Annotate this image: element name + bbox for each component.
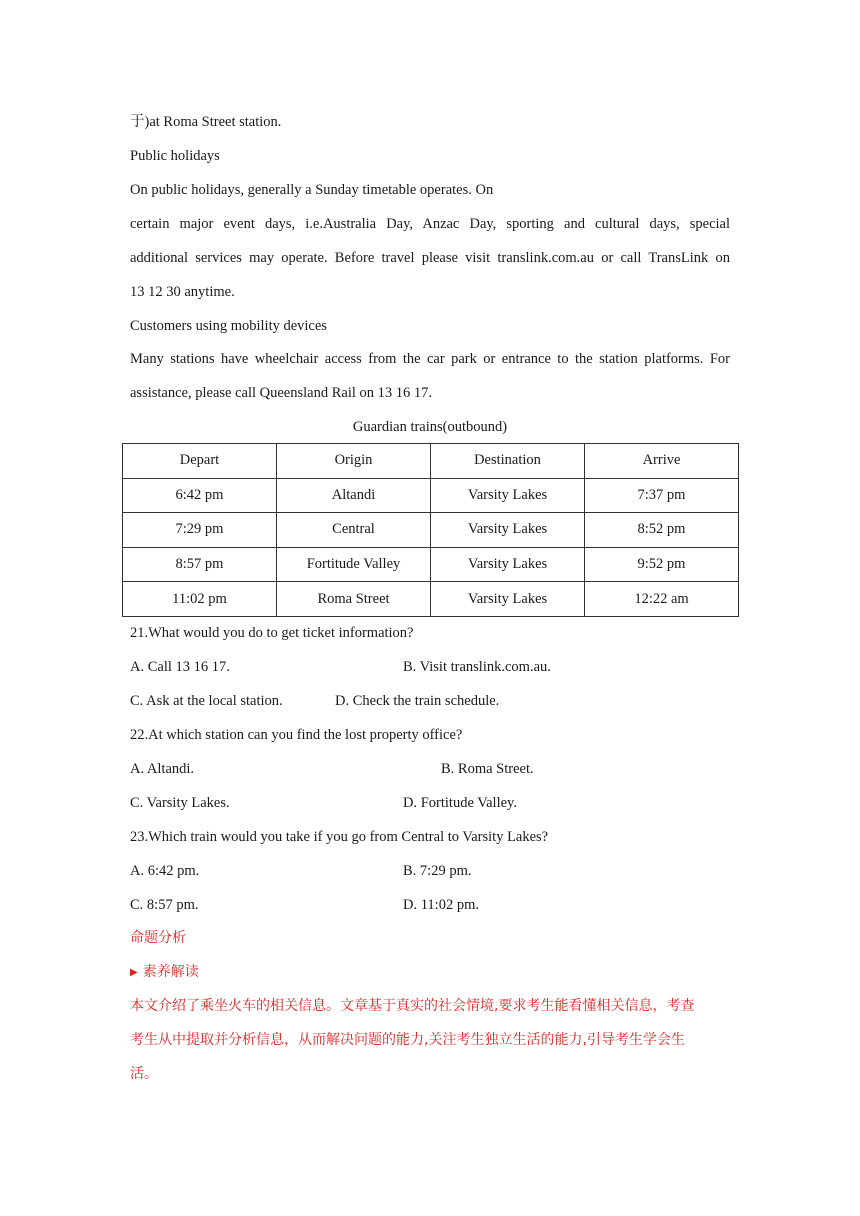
passage-line: 于)at Roma Street station. [130, 114, 282, 130]
question-stem: 21.What would you do to get ticket information? [130, 625, 414, 641]
analysis-subheading [130, 962, 199, 983]
answer-option: A. 6:42 pm. [130, 863, 200, 879]
table-cell: Altandi [277, 478, 431, 513]
table-row [123, 478, 739, 513]
timetable-table [122, 443, 739, 617]
table-caption: Guardian trains(outbound) [352, 419, 508, 435]
question-stem: 23.Which train would you take if you go from Central to Varsity Lakes? [130, 829, 549, 845]
answer-option: D. Check the train schedule. [335, 693, 500, 709]
analysis-body-line: 活。 [130, 1066, 158, 1082]
table-cell: 6:42 pm [123, 478, 277, 513]
table-cell: 9:52 pm [585, 547, 739, 582]
table-header-row [123, 444, 739, 479]
question-stem: 22.At which station can you find the lost property office? [130, 727, 463, 743]
triangle-right-icon: ▶ [130, 967, 138, 978]
passage-line: 13 12 30 anytime. [130, 284, 235, 300]
column-header: Origin [277, 444, 431, 479]
table-cell: 7:29 pm [123, 513, 277, 548]
table-cell: Varsity Lakes [431, 513, 585, 548]
answer-option: C. 8:57 pm. [130, 897, 199, 913]
table-cell: 8:52 pm [585, 513, 739, 548]
answer-option: D. Fortitude Valley. [403, 795, 517, 811]
table-cell: 7:37 pm [585, 478, 739, 513]
answer-option: A. Altandi. [130, 761, 195, 777]
analysis-heading: 命题分析 [130, 930, 186, 946]
table-row [123, 513, 739, 548]
passage-line: assistance, please call Queensland Rail on 13 16 17. [130, 385, 433, 401]
passage-line: certain major event days, i.e.Australia Day, Anzac Day, sporting and cultural days, special [130, 216, 730, 232]
table-cell: Varsity Lakes [431, 582, 585, 617]
answer-option: B. 7:29 pm. [403, 863, 472, 879]
passage-line: additional services may operate. Before travel please visit translink.com.au or call TransLink on [130, 250, 730, 266]
table-cell: 8:57 pm [123, 547, 277, 582]
table-cell: Fortitude Valley [277, 547, 431, 582]
answer-option: A. Call 13 16 17. [130, 659, 230, 675]
table-cell: Roma Street [277, 582, 431, 617]
table-cell: 12:22 am [585, 582, 739, 617]
analysis-subheading-label: 素养解读 [142, 964, 199, 980]
analysis-body-line: 本文介绍了乘坐火车的相关信息。文章基于真实的社会情境,要求考生能看懂相关信息，考查 [130, 998, 695, 1014]
table-row [123, 582, 739, 617]
passage-line: Many stations have wheelchair access from the car park or entrance to the station platforms. For [130, 351, 730, 367]
section-heading-mobility: Customers using mobility devices [130, 318, 327, 334]
answer-option: D. 11:02 pm. [403, 897, 479, 913]
answer-option: C. Ask at the local station. [130, 693, 283, 709]
table-row [123, 547, 739, 582]
column-header: Destination [431, 444, 585, 479]
table-cell: Varsity Lakes [431, 547, 585, 582]
column-header: Depart [123, 444, 277, 479]
table-cell: Central [277, 513, 431, 548]
answer-option: C. Varsity Lakes. [130, 795, 230, 811]
section-heading-public-holidays: Public holidays [130, 148, 220, 164]
column-header: Arrive [585, 444, 739, 479]
table-cell: Varsity Lakes [431, 478, 585, 513]
analysis-body-line: 考生从中提取并分析信息，从而解决问题的能力,关注考生独立生活的能力,引导考生学会生 [130, 1032, 685, 1048]
table-cell: 11:02 pm [123, 582, 277, 617]
answer-option: B. Roma Street. [441, 761, 534, 777]
passage-line: On public holidays, generally a Sunday timetable operates. On [130, 182, 494, 198]
answer-option: B. Visit translink.com.au. [403, 659, 551, 675]
